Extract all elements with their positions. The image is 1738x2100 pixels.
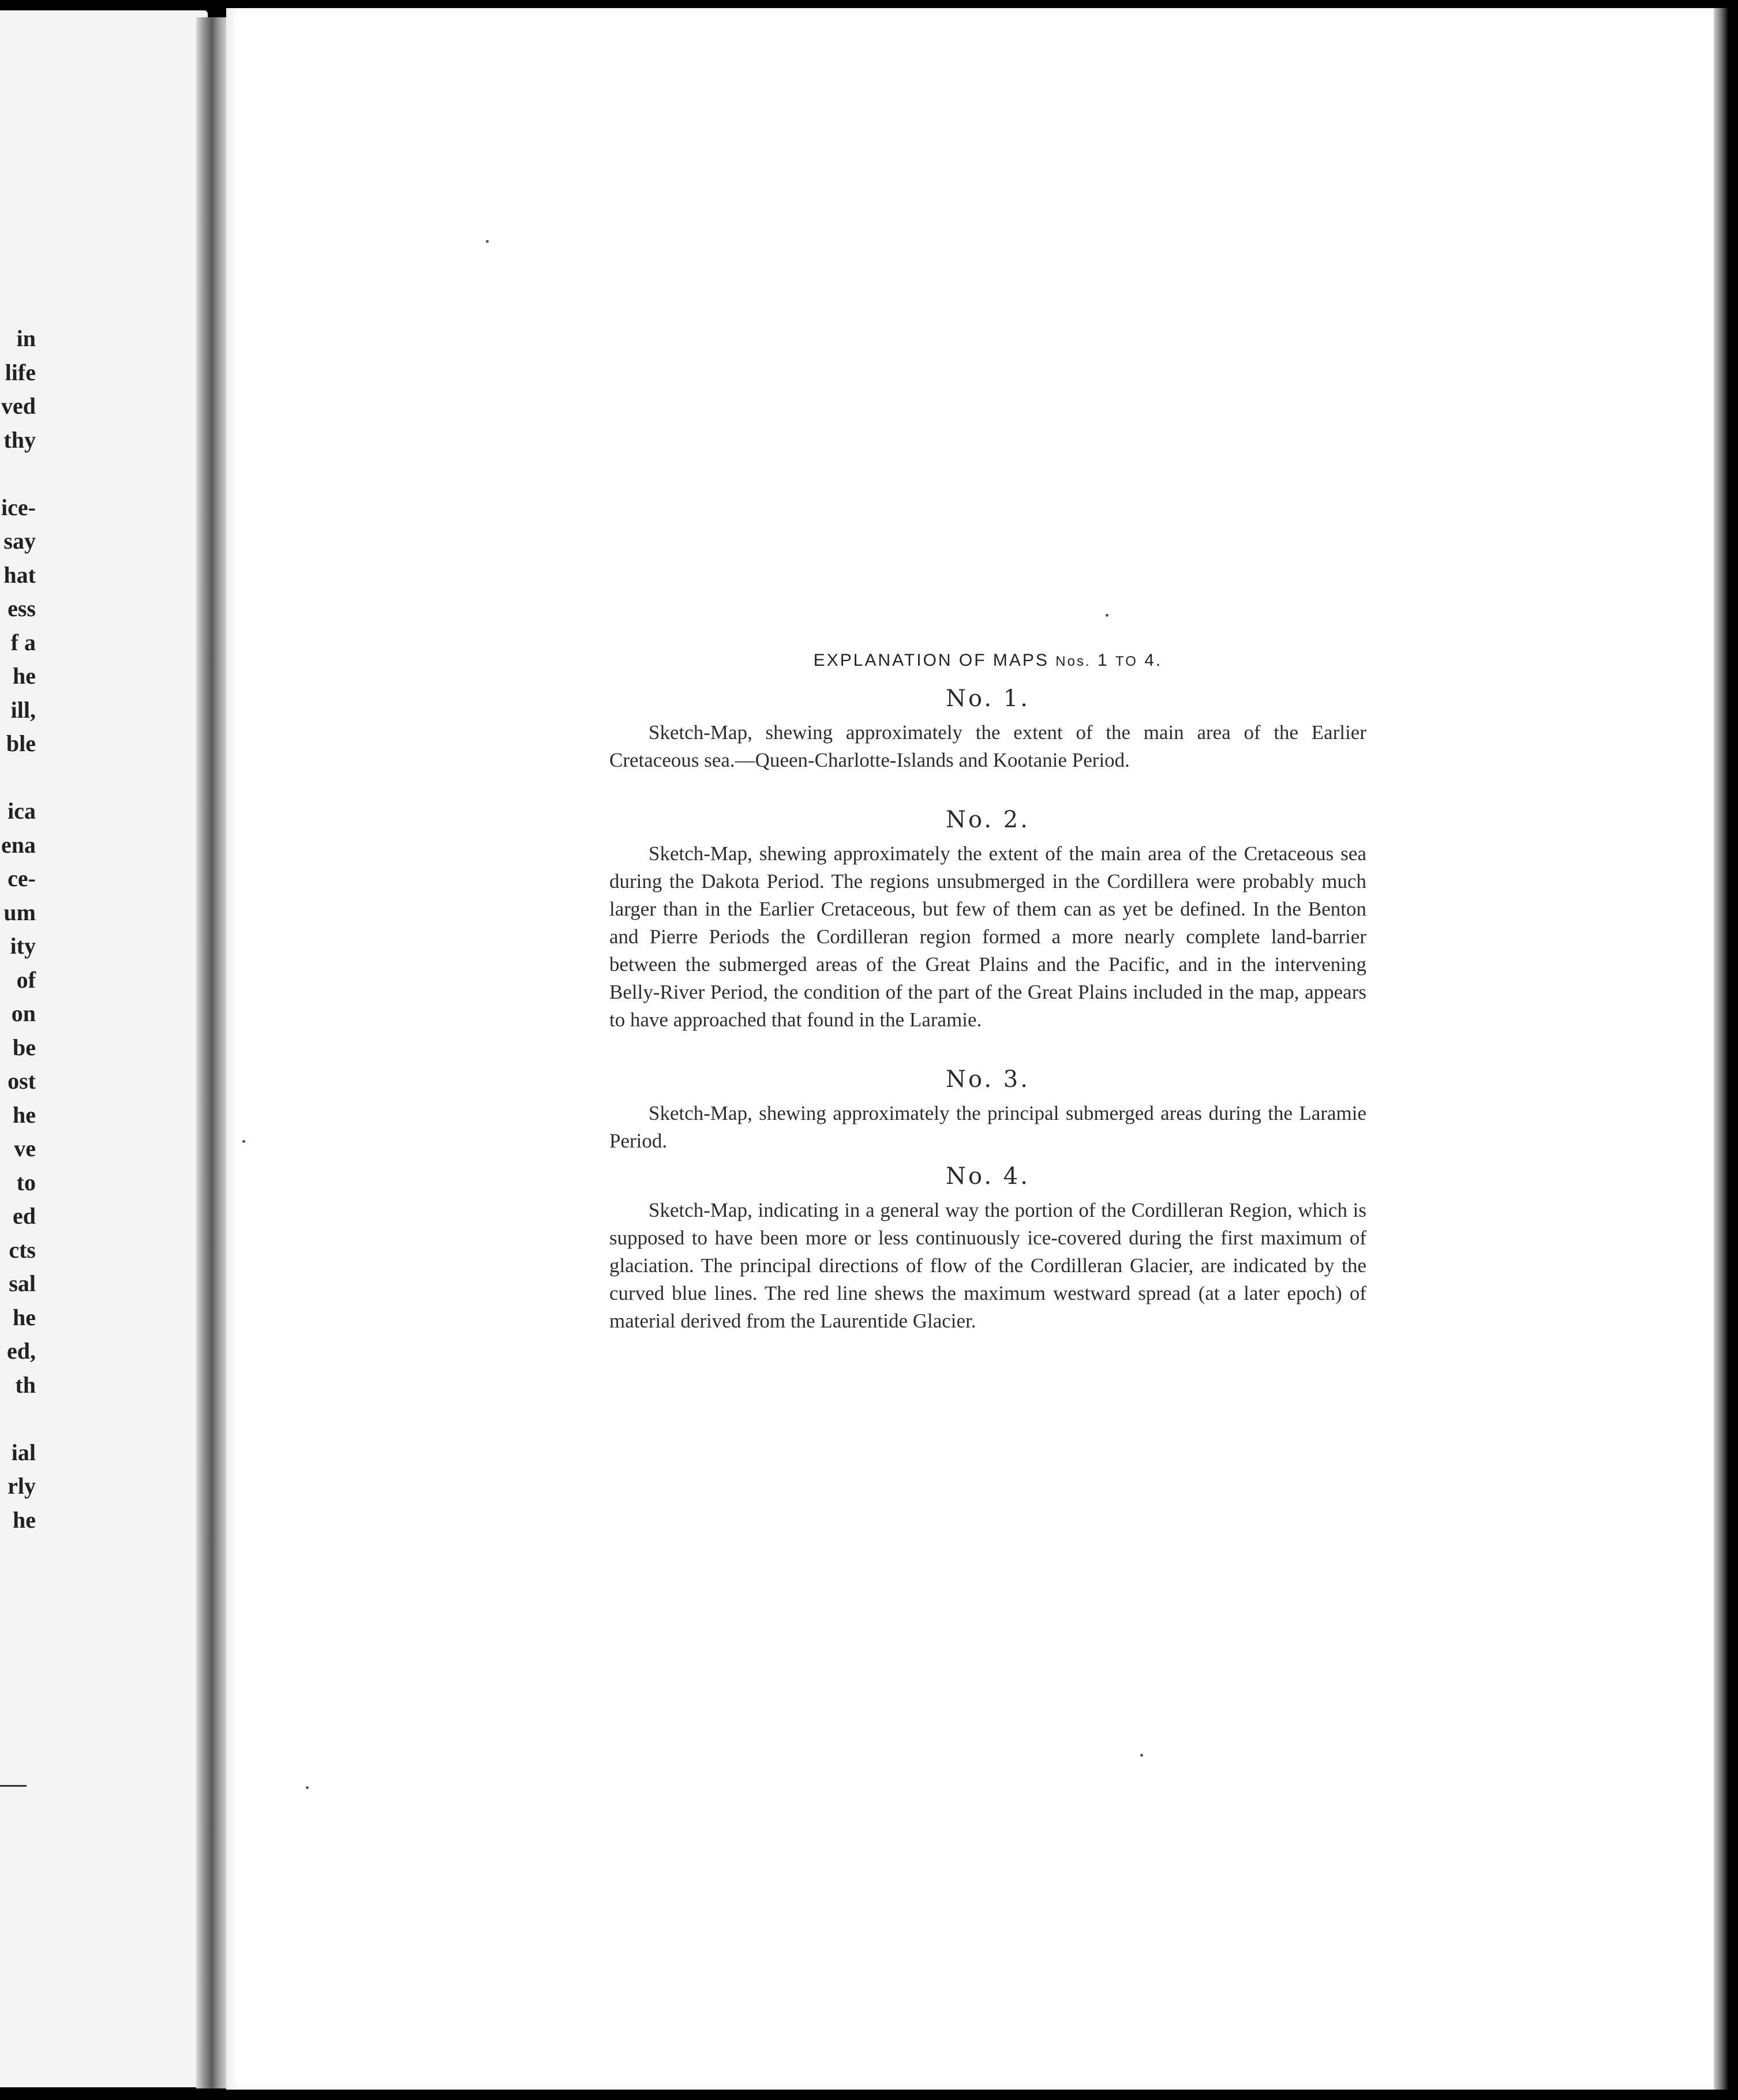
left-fragment: to [16,1169,36,1195]
section-title: No. 3. [946,1066,1030,1093]
explanation-content [609,651,1366,1335]
page-title [609,651,1366,670]
paper-speck [1140,1754,1143,1757]
title-part: 4. [1137,651,1163,670]
left-fragment: life [5,359,36,385]
left-fragment: sal [9,1270,36,1296]
section-body: Sketch-Map, shewing approximately the extent of the main area of the Cretaceous sea during the Dakota Period. The regions unsubmerged in the Cordillera were probably much larger than in the Earlier Cretaceous, but few of them can as yet be defined. In the Benton and Pierre Periods the Cordilleran region formed a more nearly complete land-barrier between the submerged areas of the Great Plains and the Pacific, and in the intervening Belly-River Period, the condition of the part of the Great Plains included in the map, appears to have approached that found in the Laramie. [609,842,1366,1031]
left-fragment: ena [1,831,36,858]
section-body: Sketch-Map, shewing approximately the principal submerged areas during the Laramie Period. [609,1102,1366,1152]
left-fragment-gap [0,457,36,491]
left-fragment: ed, [7,1338,36,1364]
map-section-2 [609,807,1366,1034]
left-fragment: th [15,1371,36,1398]
left-fragment: ial [11,1439,36,1465]
left-fragment-gap [0,761,36,795]
section-body: Sketch-Map, indicating in a general way the portion of the Cordilleran Region, which is supposed to have been more or less continuously ice-covered during the first maximum of glaciation. The principal directions of flow of the Cordilleran Glacier, are indicated by the curved blue lines. The red line shews the maximum westward spread (at a later epoch) of material derived from the Laurentide Glacier. [609,1199,1366,1332]
title-part: EXPLANATION OF MAPS [813,651,1056,670]
left-fragment: hat [3,561,36,588]
left-fragment: f a [10,629,36,655]
map-section-1 [609,685,1366,774]
title-part: TO [1115,654,1138,669]
left-fragment: say [3,528,36,554]
left-fragment: ve [14,1135,36,1161]
title-part: 1 [1091,651,1115,670]
left-fragment: ce- [8,865,36,891]
left-fragment-gap [0,1402,36,1436]
left-fragment: in [16,325,36,351]
left-fragment: ble [6,730,36,756]
section-body: Sketch-Map, shewing approximately the extent of the main area of the Earlier Cretaceous sea.—Queen-Charlotte-Islands and Kootanie Period. [609,721,1366,771]
left-fragment: um [3,899,36,925]
left-fragment: ice- [1,494,36,520]
title-part: Nos. [1055,654,1091,669]
left-page-rule [0,1785,27,1787]
paper-speck [1106,614,1108,617]
left-page-text-fragments [0,322,36,1537]
paper-speck [242,1140,245,1143]
map-section-4 [609,1163,1366,1335]
right-page-edge [1714,8,1728,2090]
left-fragment: ill, [10,696,36,723]
left-fragment: thy [3,426,36,453]
paper-speck [306,1786,309,1789]
left-fragment: rly [8,1473,36,1499]
left-fragment: ost [8,1068,36,1094]
left-fragment: he [13,1101,36,1128]
left-fragment: be [13,1034,36,1060]
book-gutter [196,17,231,2088]
section-title: No. 1. [946,685,1030,712]
left-fragment: of [16,966,36,993]
left-fragment: cts [9,1236,36,1263]
section-title: No. 4. [946,1163,1030,1190]
paper-speck [486,240,489,243]
map-section-3 [609,1066,1366,1155]
left-fragment: he [13,1506,36,1533]
left-fragment: he [13,1304,36,1330]
left-fragment: he [13,663,36,689]
left-fragment: ed [13,1203,36,1229]
left-fragment: ica [8,798,36,824]
left-fragment: ess [8,595,36,621]
left-page [0,10,208,2087]
left-fragment: ity [10,933,36,959]
section-title: No. 2. [946,807,1030,833]
left-fragment: on [11,1000,36,1026]
left-fragment: ved [1,393,36,419]
